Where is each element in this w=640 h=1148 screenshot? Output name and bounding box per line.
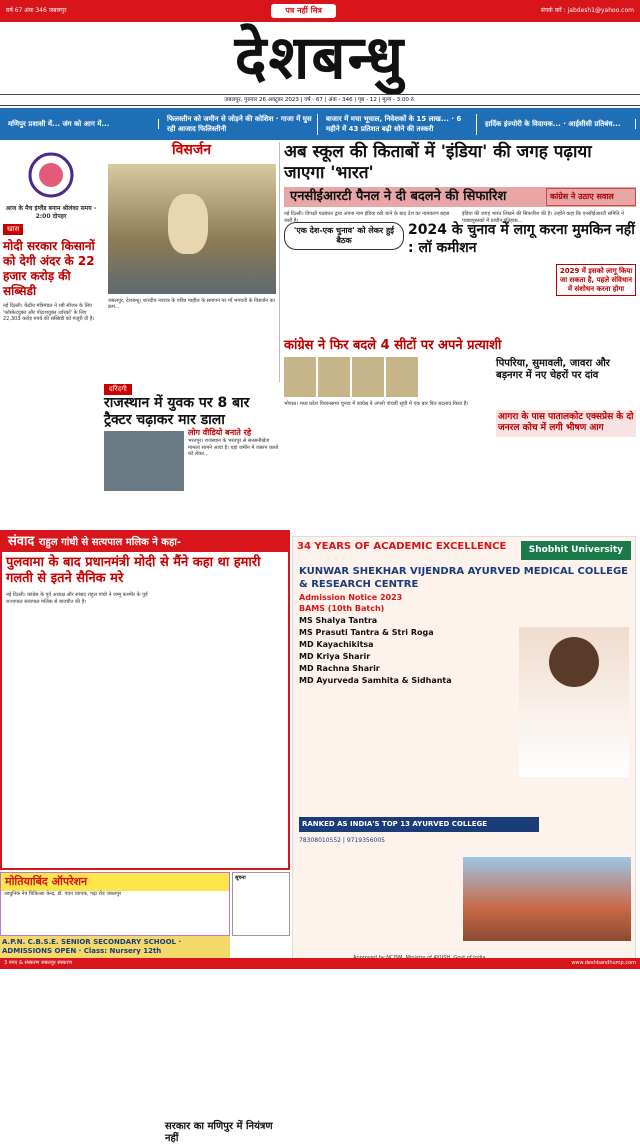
lead-headline[interactable]: अब स्कूल की किताबों में 'इंडिया' की जगह पढ़ाया जाएगा 'भारत' [284, 142, 592, 184]
story-body: नई दिल्ली। केंद्रीय मंत्रिमंडल ने रबी सीजन के लिए 'फॉस्फेटयुक्त और पोटाशयुक्त उर्वरकों' के लिए 22,303 करोड़ रुपये की सब्सिडी को मंजूरी दी है। [3, 302, 95, 323]
election-headline[interactable]: 2024 के चुनाव में लागू करना मुमकिन नहीं : लॉ कमीशन [408, 222, 635, 256]
story-body: नई दिल्ली। कांग्रेस के पूर्व अध्यक्ष और सांसद राहुल गांधी ने जम्मू कश्मीर के पूर्व राज्यपाल सत्यपाल मलिक से बातचीत की है। [6, 592, 148, 605]
website-link[interactable]: www.deshbandhump.com [571, 960, 636, 967]
course-item: MD Kriya Sharir [299, 652, 371, 662]
story-headline[interactable]: पुलवामा के बाद प्रधानमंत्री मोदी से मैंने कहा था हमारी गलती से इतने सैनिक मरे [6, 555, 261, 586]
ticker-item[interactable]: मणिपुर प्रशासी में... जंग को आग में... [4, 119, 159, 130]
ad-phone[interactable]: 78308010552 | 9719356005 [299, 837, 386, 844]
story-headline[interactable]: मोदी सरकार किसानों को देगी अंदर के 22 हजार करोड़ की सब्सिडी [3, 238, 95, 298]
ranking-banner: RANKED AS INDIA'S TOP 13 AYURVED COLLEGE [299, 817, 539, 832]
course-item: MD Kayachikitsa [299, 640, 374, 650]
candidate-photo [318, 357, 350, 397]
fire-headline[interactable]: आगरा के पास पातालकोट एक्सप्रेस के दो जनरल कोच में लगी भीषण आग [496, 410, 636, 437]
ad-title: मोतियाबिंद ऑपरेशन [1, 873, 229, 891]
match-info: आज के मैच इंग्लैंड बनाम श्रीलंका समय - 2:00 दोपहर [5, 205, 97, 220]
ad-body: आधुनिक नेत्र चिकित्सा केन्द्र, डॉ. पवन व्यापक, गढ़ा रोड जबलपुर [4, 890, 122, 897]
story-subhead: पिपरिया, सुमावली, जावरा और बड़नगर में नए चेहरों पर दांव [496, 358, 610, 381]
top-bar [0, 0, 640, 22]
congress-story [284, 338, 636, 524]
eye-clinic-ad[interactable] [0, 872, 230, 936]
dateline: जबलपुर, गुरुवार 26 अक्टूबर 2023 | वर्ष - 67 | अंक - 346 | पृष्ठ - 12 | मूल्य - 3.00 रु. [0, 94, 640, 106]
story-headline[interactable]: राजस्थान में युवक पर 8 बार ट्रैक्टर चढ़ाकर मार डाला [104, 394, 250, 428]
masthead-logo: देशबन्धु [234, 23, 406, 93]
world-cup-logo [3, 145, 99, 205]
course-item: MS Shalya Tantra [299, 616, 378, 626]
section-bar: संवाद राहुल गांधी से सत्यपाल मलिक ने कहा- [2, 532, 288, 552]
doctor-photo [519, 627, 629, 777]
lead-body: नई दिल्ली। विपक्षी गठबंधन द्वारा अपना नाम इंडिया रखे जाने के बाद देश का नामकरण बहस जारी है। इंडिया की जगह भारत लिखने की सिफारिश की है। उन्होंने कहा कि एनसीईआरटी समिति ने पाठ्यपुस्तकों में प्राचीन इतिहास... [284, 210, 624, 224]
candidate-photo [284, 357, 316, 397]
brand-logo: Shobhit University [521, 541, 631, 560]
ad-header [293, 537, 635, 564]
masthead [0, 22, 640, 94]
course-item: BAMS (10th Batch) [299, 604, 385, 614]
section-tag: खास [3, 224, 23, 235]
course-item: MS Prasuti Tantra & Stri Roga [299, 628, 434, 638]
ticker-item[interactable]: बाजार में मचा भूचाल, निवेशकों के 15 लाख... · 6 महीने में 43 प्रतिशत बढ़ी सोने की तस्करी [322, 114, 477, 135]
left-column [0, 142, 102, 522]
story-photo [104, 431, 184, 491]
footer-bar: 3 रुपए & संस्करण जबलपुर संस्करण www.deshbandhump.com [0, 958, 640, 969]
school-ad[interactable]: A.P.N. C.B.S.E. SENIOR SECONDARY SCHOOL · ADMISSIONS OPEN · Class: Nursery 12th [0, 936, 230, 969]
rajasthan-story [104, 384, 280, 524]
college-building-photo [463, 857, 631, 941]
photo-heading: विसर्जन [171, 142, 212, 158]
notice-box: सूचना [232, 872, 290, 936]
contact-email[interactable]: संपर्क करें : jabdesh1@yahoo.com [540, 7, 634, 15]
ad-title: KUNWAR SHEKHAR VIJENDRA AYURVED MEDICAL COLLEGE & RESEARCH CENTRE [299, 566, 628, 590]
headline-ticker [0, 108, 640, 140]
story-subhead: लोग वीडियो बनाते रहे [188, 428, 252, 438]
tagline: पत्र नहीं मित्र [271, 4, 336, 18]
election-story [284, 222, 636, 293]
election-note: 2029 में इसको लागू किया जा सकता है, पहले संविधान में संशोधन करना होगा [556, 264, 636, 296]
ad-notice: Admission Notice 2023 [299, 593, 403, 603]
section-tag: दरिंदगी [104, 384, 132, 395]
story-body: भरतपुर। राजस्थान के भरतपुर से सनसनीखेज मामला सामने आया है। यहां जमीन में जबरन कब्जे को लेकर... [188, 438, 279, 457]
candidate-photo [352, 357, 384, 397]
story-headline[interactable]: कांग्रेस ने फिर बदले 4 सीटों पर अपने प्रत्याशी [284, 338, 502, 353]
election-pill: 'एक देश-एक चुनाव' को लेकर हुई बैठक [284, 222, 404, 250]
candidate-photo [386, 357, 418, 397]
lead-subheadline: एनसीईआरटी पैनल ने दी बदलने की सिफारिश [284, 187, 636, 207]
years-badge: 34 YEARS OF ACADEMIC EXCELLENCE [297, 541, 507, 552]
trophy-icon [28, 152, 74, 198]
shobhit-ad[interactable] [292, 536, 636, 966]
ticker-item[interactable]: हार्दिक इंज्योरी के विदायक... · आईसीसी प्रतिबंध... [481, 119, 636, 130]
top-bar-left: वर्ष 67 अंक 346 जबलपुर [6, 7, 67, 15]
ticker-item[interactable]: फिलस्तीन को जमीन से जोड़ने की कोशिश · गाजा में घुस रही आजाद फिलिस्तीनी [163, 114, 318, 135]
visarjan-photo [108, 164, 276, 294]
course-item: MD Ayurveda Samhita & Sidhanta [299, 676, 452, 686]
story-body: भोपाल। मध्य प्रदेश विधानसभा चुनाव में कांग्रेस ने अपनी पांचवीं सूची में एक बार फिर बदलाव किया है। [284, 400, 469, 407]
photo-caption: जबलपुर, देशबन्धु। शारदीय नवरात्र के पवित्र माहौल के समापन पर माँ भगवती के विसर्जन का क्रम... [108, 297, 275, 310]
course-item: MD Rachna Sharir [299, 664, 380, 674]
sidebar-box: कांग्रेस ने उठाए सवाल [546, 188, 636, 206]
manipur-box: सरकार का मणिपुर में नियंत्रण नहीं [165, 1121, 273, 1144]
visarjan-photo-story [104, 142, 280, 382]
